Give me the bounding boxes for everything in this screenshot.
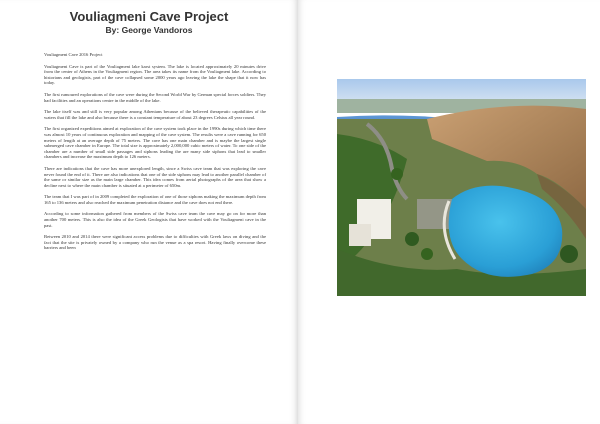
tree [560,245,578,263]
lake-photo [337,79,586,296]
lake-photo-illustration [337,79,586,296]
article-subtitle: Vouliagmeni Cave 2016 Project [44,52,103,57]
paragraph: There are indications that the cave has more unexplored length, since a Swiss cave team that was exploring the cave never found the end of it. There are also indications that one of the side siphons may lead to another parallel chamber of the same or similar size as the main large chamber. This idea comes from aerial photographs of the area that show a decline next to where the main chamber is situated at a perimeter of 650m. [44,165,266,188]
document-title: Vouliagmeni Cave Project [69,9,229,24]
tree [421,248,433,260]
paragraph: The first organized expeditions aimed at exploration of the cave system took place in the 1990s during which time there was almost 10 years of continuous exploration and mapping of the cave system. The results were a cave running for 650 meters of length at an average depth of 75 meters. The cave has one main chamber and is maybe the largest single submerged cave chamber in Europe. The total size is approximately 2,000,000 cubic meters of water. To one side of the chamber are a number of small side passages and siphons leading the are many side siphons that lead to smaller chambers and increase the maximum depth to 126 meters. [44,126,266,160]
tree [405,232,419,246]
paragraph: The lake itself was and still is very popular among Athenians because of the believed therapeutic capabilities of the waters that fill the lake and also because there is a constant temperature of about 23 degrees Celsius all year round. [44,109,266,120]
paragraph: Between 2010 and 2014 there were significant access problems due to difficulties with Greek laws on diving and the fact that the site is privately owned by a company who run the venue as a spa resort. Having finally overcome these barriers and been [44,234,266,251]
right-page [298,0,600,424]
paragraph: The first rumoured explorations of the cave were during the Second World War by German special forces soldiers. They had facilities and an operations centre in the middle of the lake. [44,91,266,103]
document-author: By: George Vandoros [105,25,193,35]
paragraph: According to some information gathered from members of the Swiss cave team the cave may go on for more than another 700 meters. This is also the idea of the Greek Geologists that have worked with the Vouliagmeni cave in the past. [44,211,266,228]
tree [391,168,403,180]
left-page [0,0,298,424]
paragraph: Vouliagmeni Cave is part of the Vouliagmeni lake karst system. The lake is located approximately 20 minutes drive from the center of Athens in the Vouliagmeni region. The area takes its name from the Vouliagmeni lake. According to historians and geologists, part of the cave collapsed some 2000 years ago leaving the lake the shape that it now has today. [44,63,266,86]
villa-annex [349,224,371,246]
article-body [44,52,266,257]
paragraph: The team that I was part of in 2009 completed the exploration of one of those siphons making the maximum depth from 165 to 136 meters and also reached the maximum penetration distance and the cave does not end there. [44,194,266,205]
